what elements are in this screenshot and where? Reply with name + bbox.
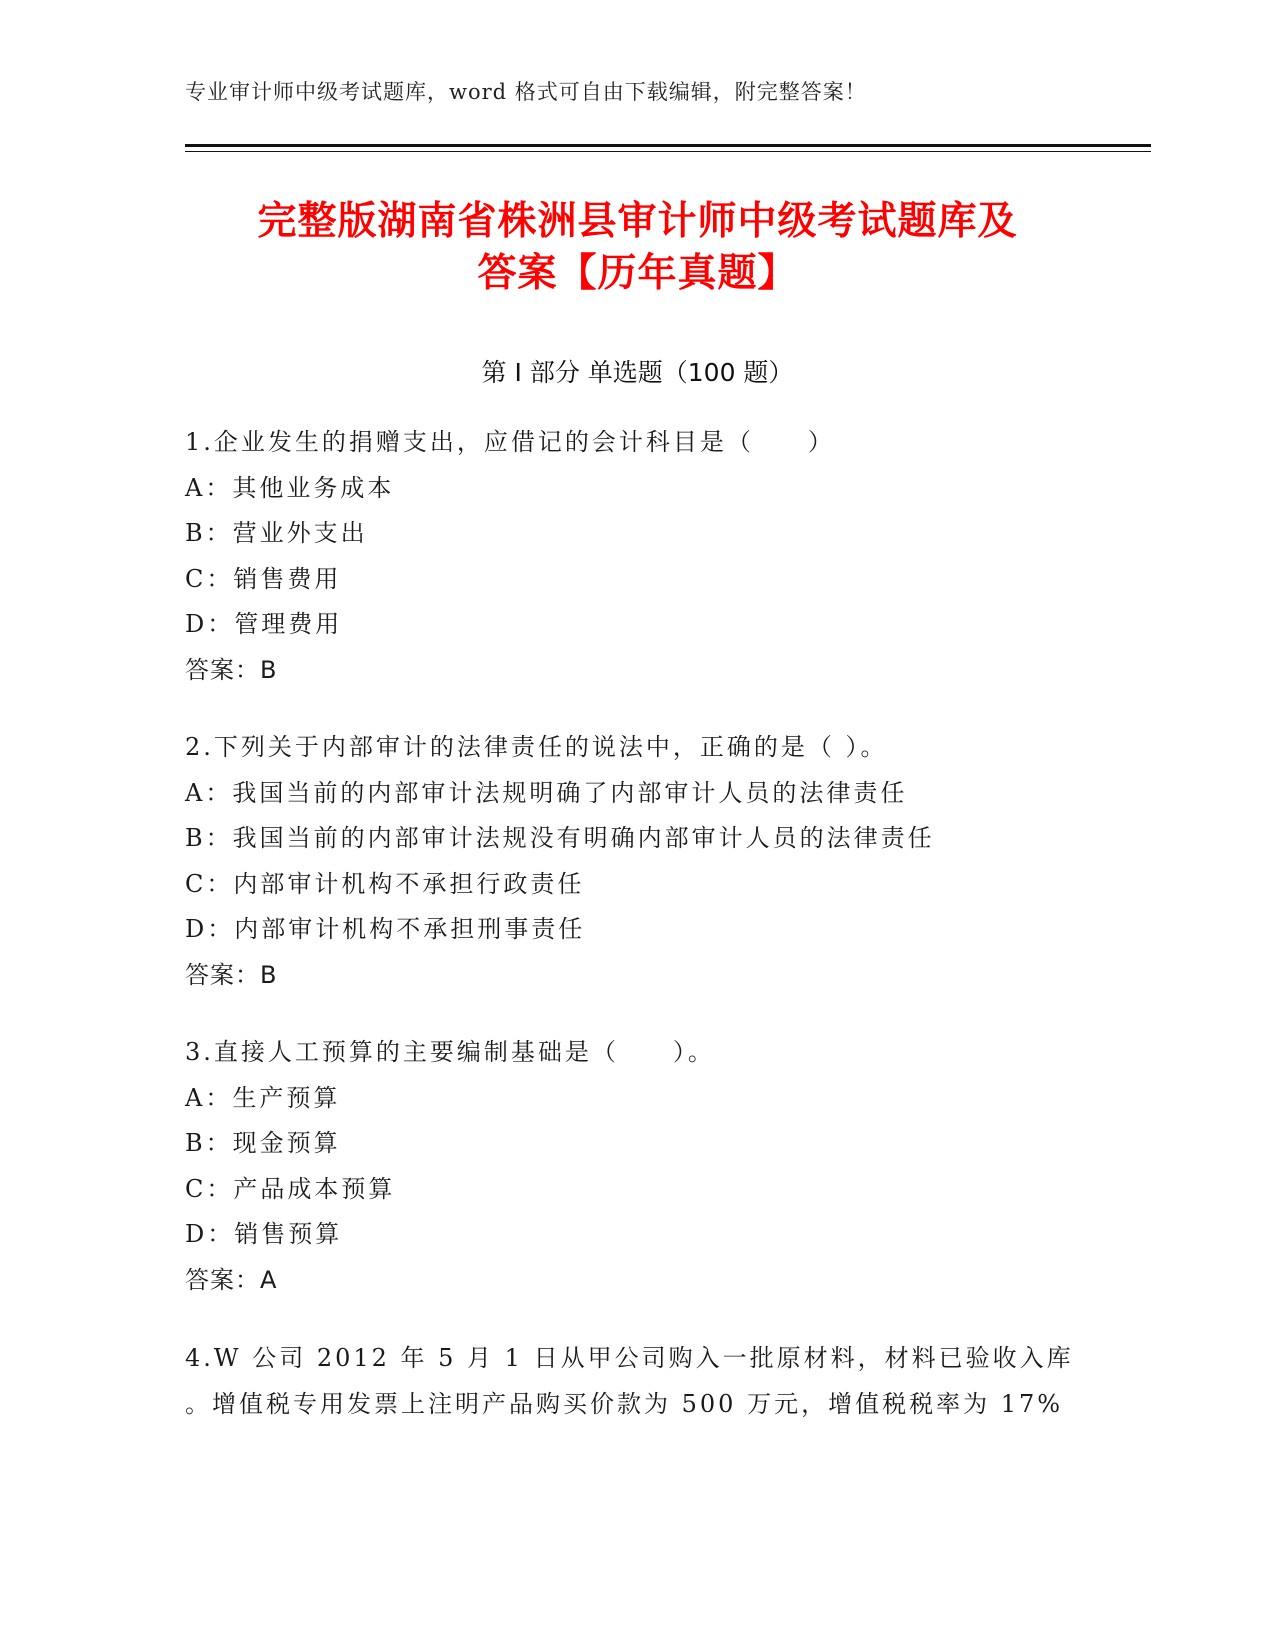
option-a: A：生产预算 [185, 1083, 341, 1112]
document-title [150, 196, 1125, 300]
question-stem: 1.企业发生的捐赠支出，应借记的会计科目是（ ） [185, 428, 835, 456]
header-note: 专业审计师中级考试题库，word 格式可自由下载编辑，附完整答案！ [185, 80, 867, 104]
question-stem: 3.直接人工预算的主要编制基础是（ ）。 [185, 1038, 715, 1066]
option-c: C：产品成本预算 [185, 1174, 396, 1203]
option-a: A：我国当前的内部审计法规明确了内部审计人员的法律责任 [185, 778, 908, 807]
header-rule-thick [185, 144, 1151, 147]
option-b: B：我国当前的内部审计法规没有明确内部审计人员的法律责任 [185, 824, 935, 852]
option-d: D：销售预算 [185, 1220, 343, 1248]
question-2 [185, 725, 1085, 998]
answer: 答案：A [185, 1265, 278, 1294]
option-b: B：营业外支出 [185, 519, 368, 547]
option-d: D：管理费用 [185, 610, 343, 638]
question-stem: 2.下列关于内部审计的法律责任的说法中，正确的是（ ）。 [185, 733, 888, 761]
title-line-1: 完整版湖南省株洲县审计师中级考试题库及 [257, 199, 1018, 244]
option-a: A：其他业务成本 [185, 473, 395, 502]
question-stem-line-2: 。增值税专用发票上注明产品购买价款为 500 万元，增值税税率为 17% [185, 1389, 1064, 1418]
question-4 [185, 1336, 1085, 1427]
question-stem-line-1: 4.W 公司 2012 年 5 月 1 日从甲公司购入一批原材料，材料已验收入库 [185, 1344, 1074, 1372]
question-1 [185, 420, 1085, 693]
answer: 答案：B [185, 655, 278, 684]
header-rule-thin [185, 151, 1151, 152]
option-b: B：现金预算 [185, 1129, 341, 1157]
section-heading: 第 I 部分 单选题（100 题） [481, 358, 794, 387]
title-line-2: 答案【历年真题】 [477, 251, 798, 296]
option-d: D：内部审计机构不承担刑事责任 [185, 915, 586, 943]
question-3 [185, 1030, 1085, 1303]
option-c: C：销售费用 [185, 564, 342, 593]
option-c: C：内部审计机构不承担行政责任 [185, 869, 585, 898]
answer: 答案：B [185, 960, 278, 989]
